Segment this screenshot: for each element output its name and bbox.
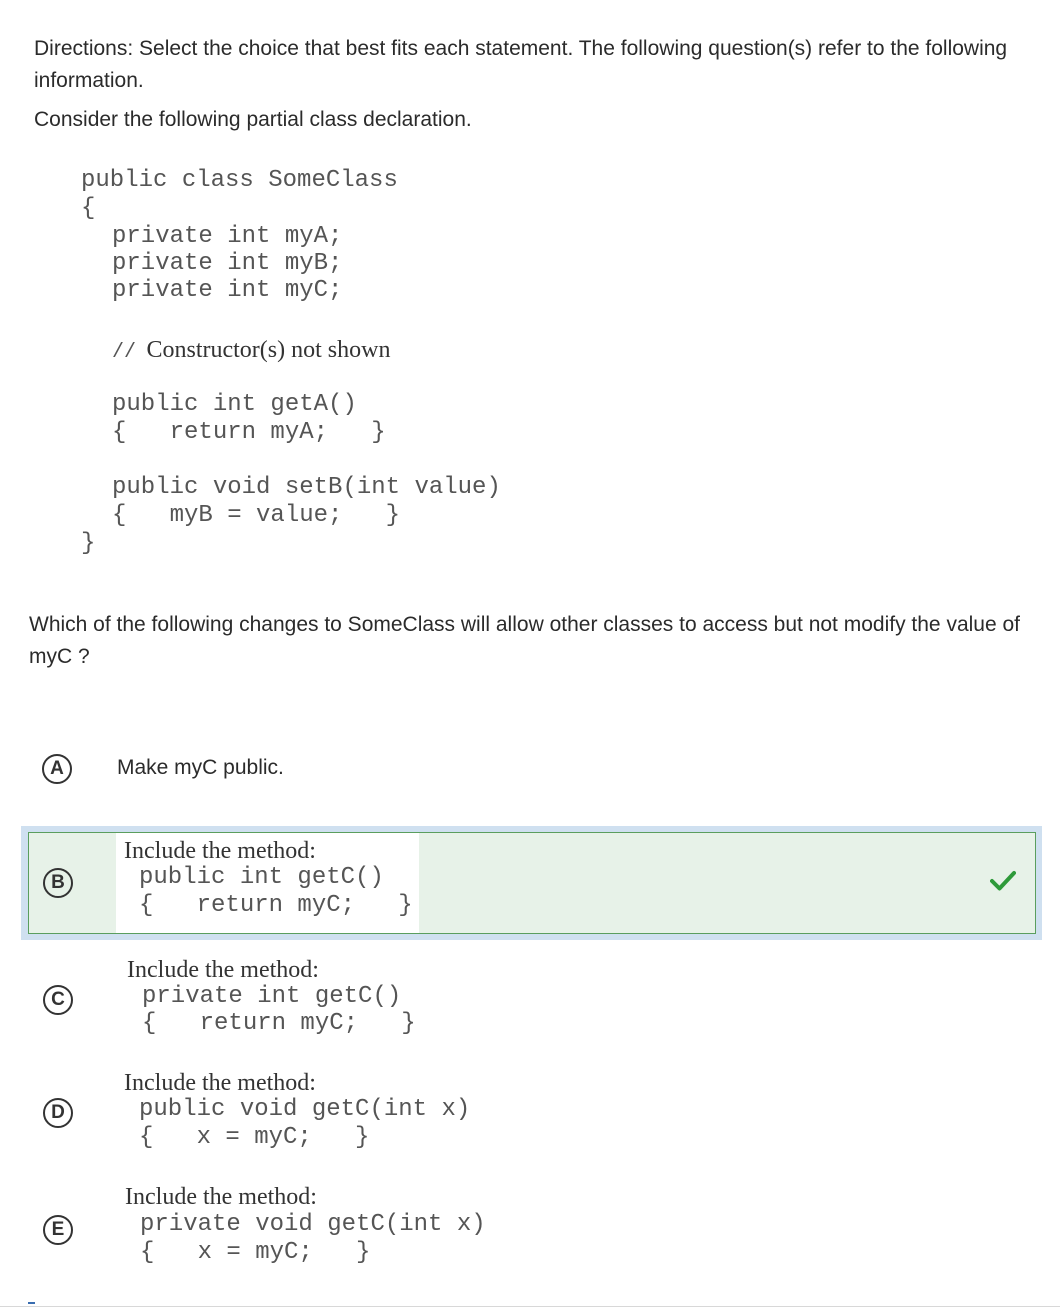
- directions-text: Directions: Select the choice that best fits each statement. The following question(s) refer to the following information.: [34, 37, 1008, 92]
- choice-d-sig: public void getC(int x): [139, 1096, 471, 1123]
- choice-d-letter[interactable]: D: [43, 1098, 73, 1128]
- choice-e-intro: Include the method:: [125, 1184, 317, 1210]
- choice-b-sig: public int getC(): [139, 864, 384, 891]
- choice-c-intro: Include the method:: [127, 957, 319, 983]
- choice-d-body: { x = myC; }: [139, 1124, 370, 1151]
- choice-b-intro: Include the method:: [124, 838, 316, 864]
- code-field-c: private int myC;: [112, 277, 343, 304]
- code-field-a: private int myA;: [112, 223, 343, 250]
- choice-e-letter[interactable]: E: [43, 1215, 73, 1245]
- choice-c-letter[interactable]: C: [43, 985, 73, 1015]
- choice-a-letter[interactable]: A: [42, 754, 72, 784]
- code-close-brace: }: [81, 530, 96, 557]
- choice-a-text: Make myC public.: [117, 756, 284, 779]
- question-text: Which of the following changes to SomeClass will allow other classes to access but not modify the value of myC ?: [29, 613, 1020, 668]
- code-getA-sig: public int getA(): [112, 391, 357, 418]
- code-class-decl: public class SomeClass: [81, 167, 398, 194]
- code-getA-body: { return myA; }: [112, 419, 386, 446]
- code-open-brace: {: [81, 195, 96, 222]
- consider-text: Consider the following partial class declaration.: [34, 108, 472, 131]
- code-setB-body: { myB = value; }: [112, 502, 401, 529]
- choice-c-body: { return myC; }: [142, 1010, 416, 1037]
- choice-b-body: { return myC; }: [139, 892, 413, 919]
- choice-e-sig: private void getC(int x): [140, 1211, 486, 1238]
- code-setB-sig: public void setB(int value): [112, 474, 501, 501]
- choice-b-letter[interactable]: B: [43, 868, 73, 898]
- code-comment-slashes: //: [112, 341, 137, 364]
- code-comment-text: Constructor(s) not shown: [146, 337, 391, 363]
- choice-d-intro: Include the method:: [124, 1070, 316, 1096]
- check-icon: [990, 870, 1016, 892]
- bottom-tick-mark: [28, 1302, 35, 1304]
- bottom-divider: [0, 1306, 1060, 1307]
- choice-c-sig: private int getC(): [142, 983, 402, 1010]
- code-field-b: private int myB;: [112, 250, 343, 277]
- code-comment: [112, 336, 390, 367]
- choice-e-body: { x = myC; }: [140, 1239, 371, 1266]
